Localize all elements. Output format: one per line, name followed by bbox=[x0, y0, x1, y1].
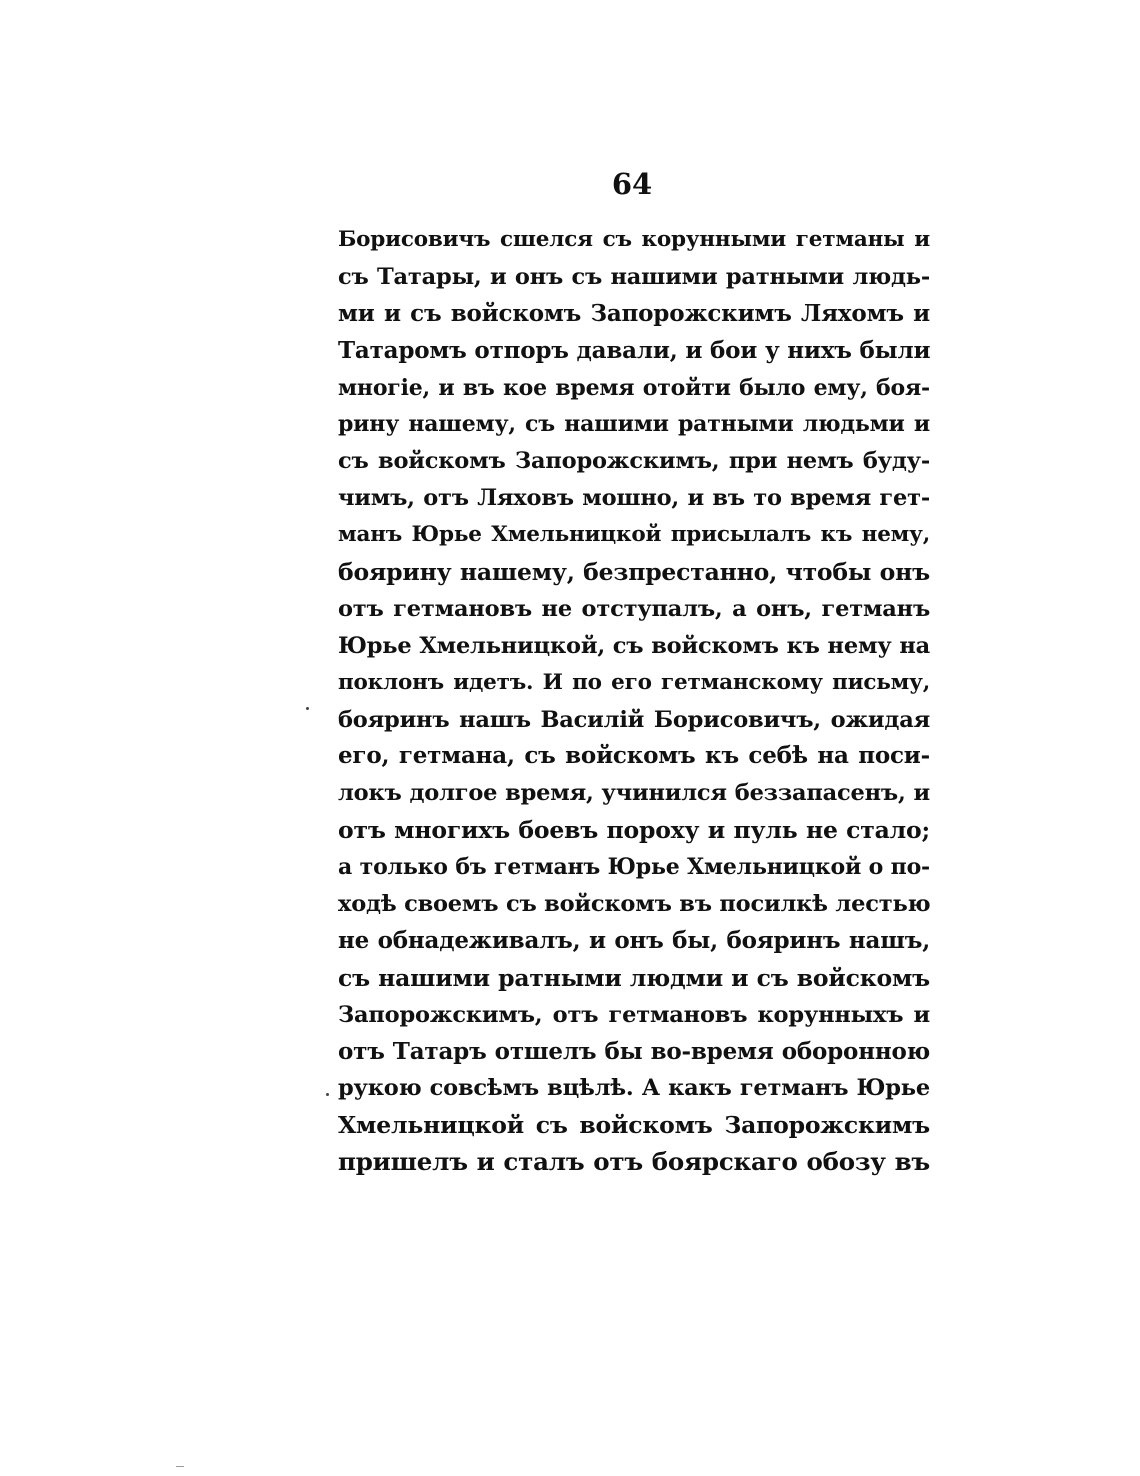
body-text bbox=[338, 222, 930, 1181]
text-line: отъ многихъ боевъ пороху и пуль не стало; bbox=[338, 816, 930, 845]
scan-speck bbox=[326, 1093, 329, 1096]
text-line: не обнадеживалъ, и онъ бы, бояринъ нашъ, bbox=[338, 926, 930, 954]
text-line: Хмельницкой съ войскомъ Запорожскимъ bbox=[338, 1111, 930, 1140]
text-line: съ войскомъ Запорожскимъ, при немъ буду- bbox=[338, 448, 930, 475]
text-line: манъ Юрье Хмельницкой присылалъ къ нему, bbox=[338, 522, 930, 548]
text-line: Борисовичъ сшелся съ корунными гетманы и bbox=[338, 227, 930, 252]
text-line: локъ долгое время, учинился беззапасенъ, и bbox=[338, 780, 930, 807]
text-line: рину нашему, съ нашими ратными людьми и bbox=[338, 411, 930, 438]
text-line: ходѣ своемъ съ войскомъ въ посилкѣ лестью bbox=[338, 891, 930, 918]
page-number: 64 bbox=[611, 167, 653, 201]
text-line: а только бъ гетманъ Юрье Хмельницкой о по- bbox=[338, 854, 930, 881]
text-line: многіе, и въ кое время отойти было ему, боя- bbox=[338, 374, 930, 401]
text-line: Юрье Хмельницкой, съ войскомъ къ нему на bbox=[338, 632, 930, 659]
text-line: отъ гетмановъ не отступалъ, а онъ, гетманъ bbox=[338, 595, 930, 622]
text-line: его, гетмана, съ войскомъ къ себѣ на поси- bbox=[338, 742, 930, 770]
text-line: съ Татары, и онъ съ нашими ратными людь- bbox=[338, 263, 930, 290]
scan-speck bbox=[306, 707, 309, 710]
text-line: отъ Татаръ отшелъ бы во-время оборонною bbox=[338, 1037, 930, 1065]
text-line: поклонъ идетъ. И по его гетманскому письму, bbox=[338, 669, 930, 695]
text-line: чимъ, отъ Ляховъ мошно, и въ то время гет- bbox=[338, 485, 930, 512]
text-line: пришелъ и сталъ отъ боярскаго обозу въ bbox=[338, 1147, 930, 1177]
text-line: бояринъ нашъ Василій Борисовичъ, ожидая bbox=[338, 706, 930, 733]
text-line: боярину нашему, безпрестанно, чтобы онъ bbox=[338, 558, 930, 587]
text-line: ми и съ войскомъ Запорожскимъ Ляхомъ и bbox=[338, 299, 930, 327]
text-line: съ нашими ратными людми и съ войскомъ bbox=[338, 963, 930, 992]
text-line: рукою совсѣмъ вцѣлѣ. А какъ гетманъ Юрье bbox=[338, 1075, 930, 1102]
text-line: Татаромъ отпоръ давали, и бои у нихъ были bbox=[338, 336, 930, 364]
scan-mark bbox=[176, 1466, 184, 1467]
text-line: Запорожскимъ, отъ гетмановъ корунныхъ и bbox=[338, 1001, 930, 1028]
